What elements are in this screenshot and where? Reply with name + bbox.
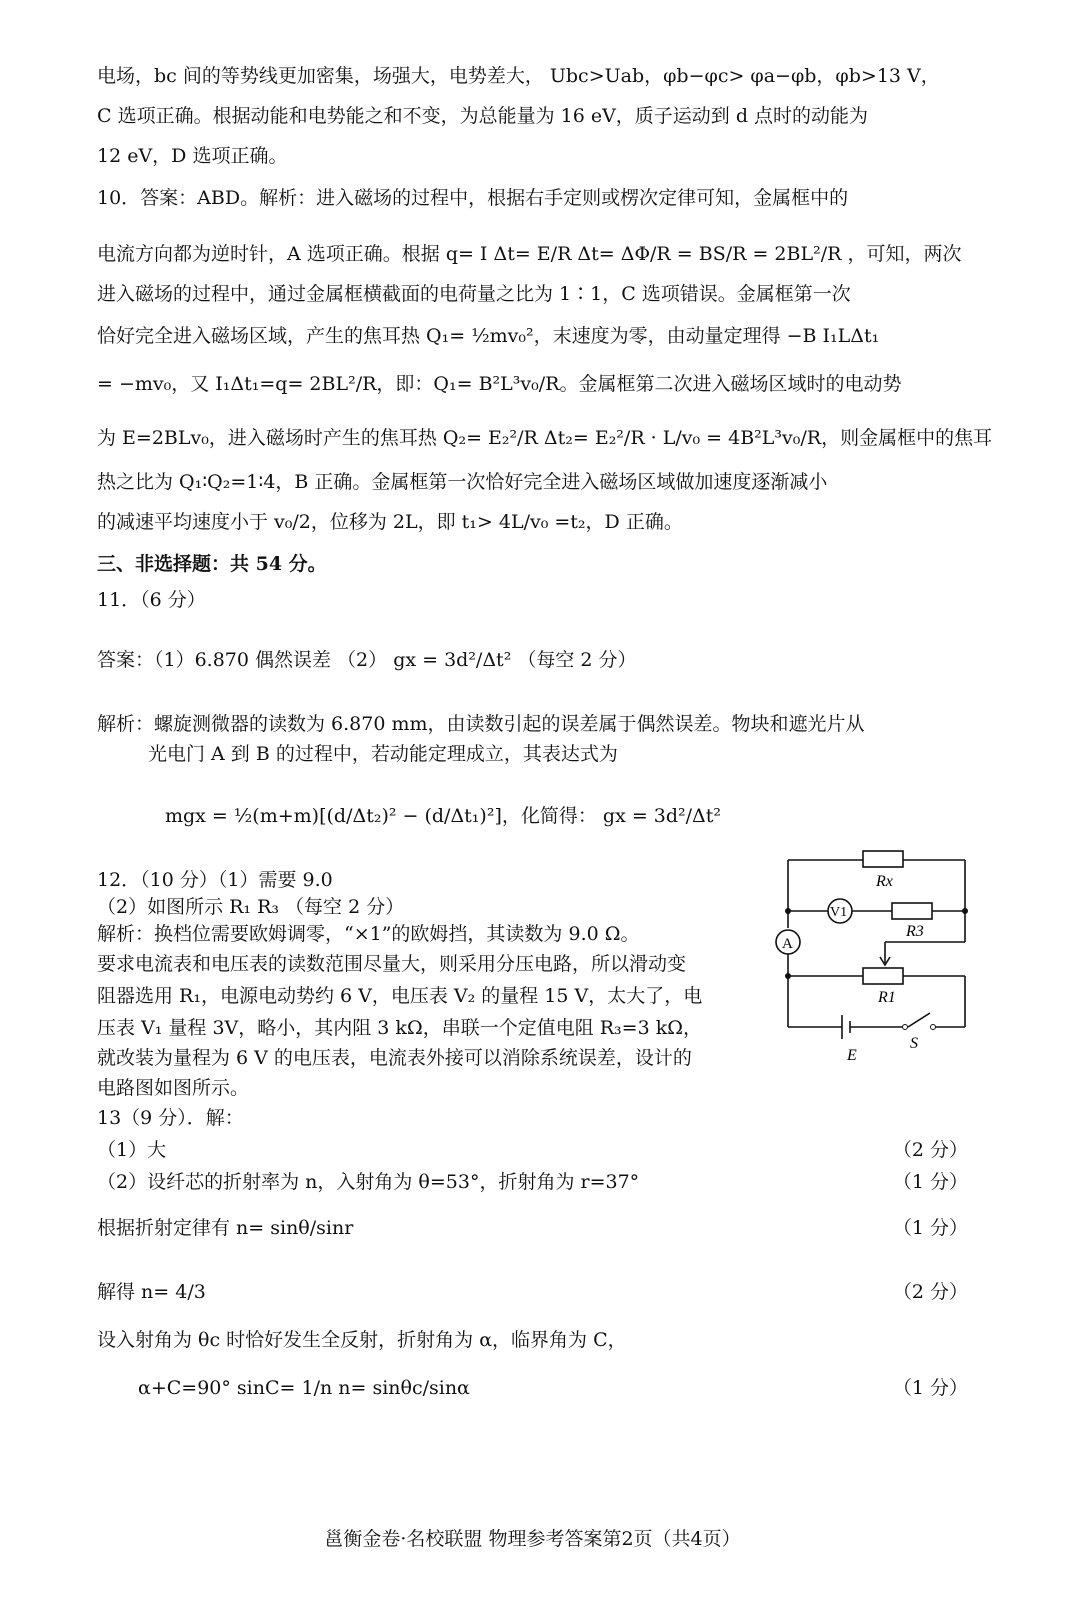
q10-line: 进入磁场的过程中，通过金属框横截面的电荷量之比为 1∶1，C 选项错误。金属框第一次 xyxy=(97,283,851,305)
q12-line: 就改装为量程为 6 V 的电压表，电流表外接可以消除系统误差，设计的 xyxy=(97,1047,692,1069)
page-footer: 邕衡金卷·名校联盟 物理参考答案第2页（共4页） xyxy=(324,1528,741,1550)
q13-line: （1）大 xyxy=(97,1139,167,1161)
q13-score: （1 分） xyxy=(892,1217,968,1239)
q13-heading: 13（9 分）．解： xyxy=(97,1107,244,1129)
label-r1: R1 xyxy=(878,989,896,1006)
q10-formula: q= I Δt= E/R Δt= ΔΦ/R = BS/R = 2BL²/R ，可知，两次 xyxy=(445,243,962,265)
q10-line: 为 E=2BLv₀，进入磁场时产生的焦耳热 Q₂= E₂²/R Δt₂= E₂²/R · L/v₀ = 4B²L³v₀/R，则金属框中的焦耳 xyxy=(97,427,993,449)
q12-line: 压表 V₁ 量程 3V，略小，其内阻 3 kΩ，串联一个定值电阻 R₃=3 kΩ， xyxy=(97,1017,702,1039)
q10-line: 热之比为 Q₁∶Q₂=1∶4，B 正确。金属框第一次恰好完全进入磁场区域做加速度逐渐减小 xyxy=(97,471,828,493)
q13-line: α+C=90° sinC= 1/n n= sinθc/sinα xyxy=(138,1377,470,1399)
q13-line: （2）设纤芯的折射率为 n，入射角为 θ=53°，折射角为 r=37° xyxy=(97,1171,640,1193)
text-line: 12 eV，D 选项正确。 xyxy=(97,145,288,167)
q12-line: 12．（10 分）（1）需要 9.0 xyxy=(97,869,333,891)
q13-line: 解得 n= 4/3 xyxy=(97,1281,206,1303)
circuit-diagram xyxy=(770,845,985,1070)
label-r3: R3 xyxy=(906,923,924,940)
label-a: A xyxy=(782,936,793,952)
q11-explain: 光电门 A 到 B 的过程中，若动能定理成立，其表达式为 xyxy=(148,743,618,765)
q10-line xyxy=(97,240,961,268)
q10-line: 恰好完全进入磁场区域，产生的焦耳热 Q₁= ½mv₀²，末速度为零，由动量定理得 −B I₁LΔt₁ xyxy=(97,325,880,347)
label-e: E xyxy=(847,1047,857,1064)
label-v1: V1 xyxy=(830,905,848,920)
q13-line: 设入射角为 θc 时恰好发生全反射，折射角为 α，临界角为 C， xyxy=(97,1329,627,1351)
q11-answer: 答案：（1）6.870 偶然误差 （2） gx = 3d²/Δt² （每空 2 分） xyxy=(97,649,637,671)
text-line: C 选项正确。根据动能和电势能之和不变，为总能量为 16 eV，质子运动到 d 点时的动能为 xyxy=(97,105,869,127)
text-line: 电场，bc 间的等势线更加密集，场强大，电势差大， Ubc>Uab，φb−φc> φa−φb，φb>13 V， xyxy=(97,65,940,87)
q10-line: 的减速平均速度小于 v₀/2，位移为 2L，即 t₁> 4L/v₀ =t₂，D 正确。 xyxy=(97,511,683,533)
q13-score: （2 分） xyxy=(892,1281,968,1303)
q12-line: 解析：换档位需要欧姆调零，“×1”的欧姆挡，其读数为 9.0 Ω。 xyxy=(97,923,640,945)
q12-line: 阻器选用 R₁，电源电动势约 6 V，电压表 V₂ 的量程 15 V，太大了，电 xyxy=(97,985,703,1007)
q10-line: 10．答案：ABD。解析：进入磁场的过程中，根据右手定则或楞次定律可知，金属框中的 xyxy=(97,187,849,209)
q13-score: （1 分） xyxy=(892,1171,968,1193)
q11-equation: mgx = ½(m+m)[(d/Δt₂)² − (d/Δt₁)²]，化简得： gx = 3d²/Δt² xyxy=(165,805,722,827)
label-s: S xyxy=(910,1035,918,1052)
q10-text: 电流方向都为逆时针，A 选项正确。根据 xyxy=(97,243,440,265)
section-heading: 三、非选择题：共 54 分。 xyxy=(97,553,327,575)
q11-heading: 11．（6 分） xyxy=(97,589,206,611)
q10-line: = −mv₀，又 I₁Δt₁=q= 2BL²/R，即：Q₁= B²L³v₀/R。金属框第二次进入磁场区域时的电动势 xyxy=(97,373,902,395)
q12-line: （2）如图所示 R₁ R₃ （每空 2 分） xyxy=(97,896,405,918)
q11-explain: 解析：螺旋测微器的读数为 6.870 mm，由读数引起的误差属于偶然误差。物块和遮光片从 xyxy=(97,713,865,735)
q13-score: （2 分） xyxy=(892,1139,968,1161)
q13-score: （1 分） xyxy=(892,1377,968,1399)
q12-line: 要求电流表和电压表的读数范围尽量大，则采用分压电路，所以滑动变 xyxy=(97,953,687,975)
label-rx: Rx xyxy=(876,873,893,890)
q12-line: 电路图如图所示。 xyxy=(97,1077,250,1099)
q13-line: 根据折射定律有 n= sinθ/sinr xyxy=(97,1217,354,1239)
